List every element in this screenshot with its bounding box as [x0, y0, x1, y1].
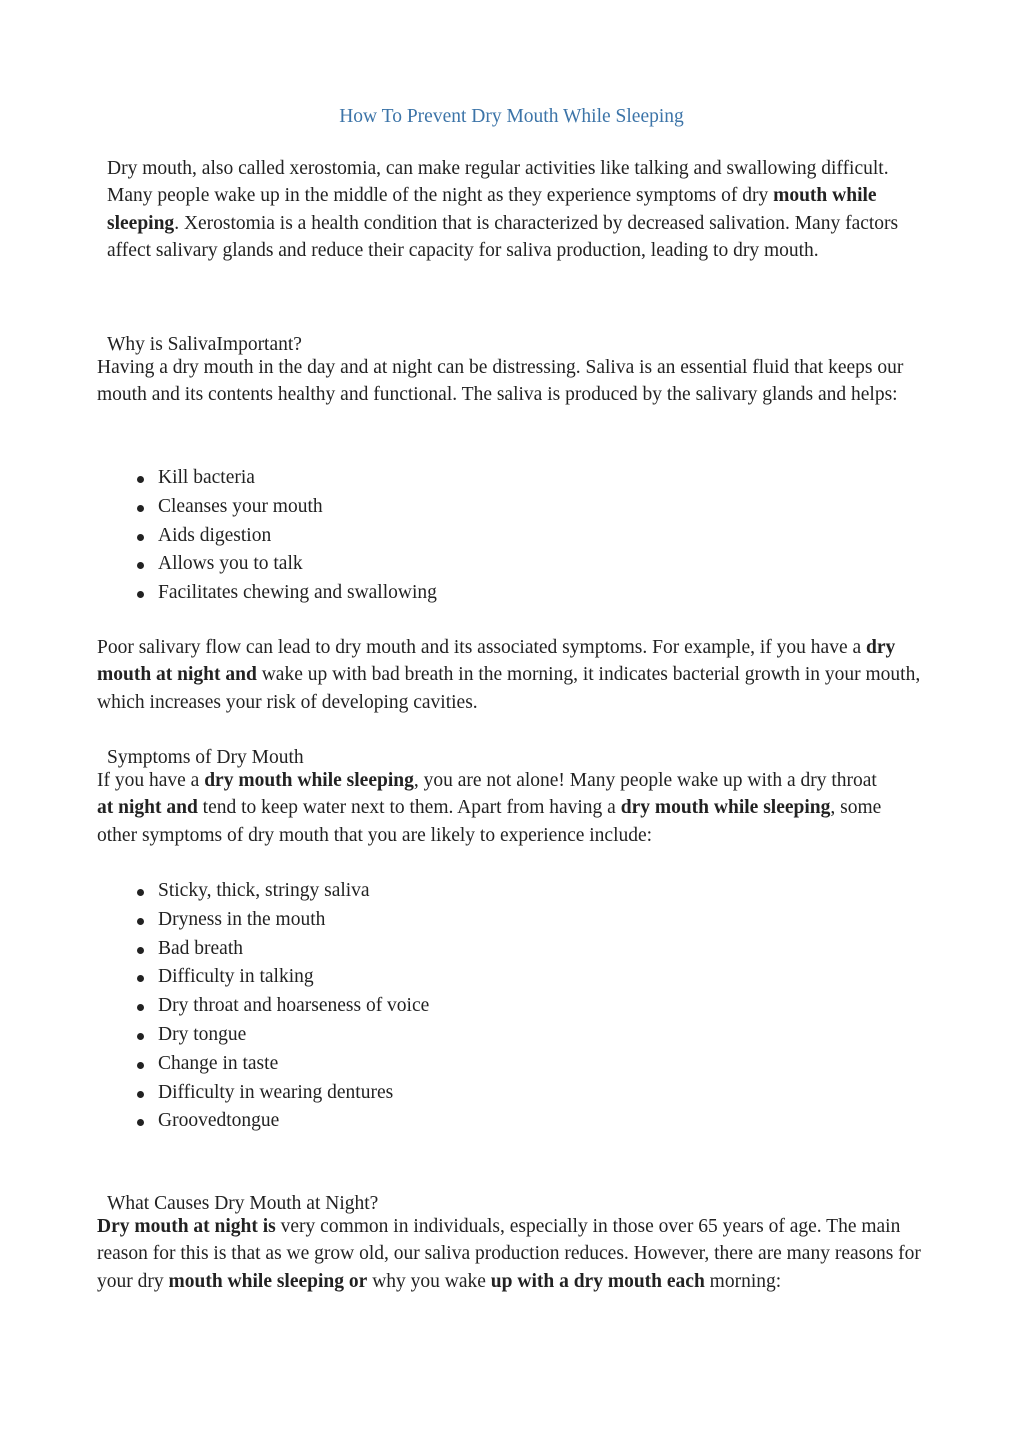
intro-text-1: Dry mouth, also called xerostomia, can make regular activities like talking and swallowing difficult. Many people wake up in the middle of the night as they experience symptoms of dry: [107, 158, 889, 207]
intro-paragraph: [107, 155, 907, 264]
symptoms-text-4: , some other symptoms of dry mouth that you are likely to experience include:: [97, 797, 882, 846]
list-item: [137, 464, 437, 493]
list-item-text: Groovedtongue: [158, 1110, 280, 1132]
list-item: [137, 1021, 429, 1050]
section-heading-saliva: Why is SalivaImportant?: [107, 334, 302, 355]
symptoms-bold-1: dry mouth while sleeping: [204, 770, 414, 791]
causes-text-2: why you wake: [367, 1270, 491, 1292]
list-item: [137, 906, 429, 935]
poor-bold-1: dry mouth at night and: [97, 637, 896, 686]
list-item: [137, 877, 429, 906]
poor-text-1: Poor salivary flow can lead to dry mouth and its associated symptoms. For example, if you have a: [97, 637, 867, 658]
poor-text-2: wake up with bad breath in the morning, it indicates bacterial growth in your mouth, which increases your risk of developing cavities.: [97, 664, 921, 713]
list-item-text: Sticky, thick, stringy saliva: [158, 880, 370, 901]
symptoms-list: [137, 877, 429, 1136]
intro-text-2: . Xerostomia is a health condition that is characterized by decreased salivation. Many factors affect salivary glands and reduce their capacity for saliva production, leading to dry mouth.: [107, 212, 899, 261]
bullet-icon: [137, 1062, 144, 1069]
symptoms-bold-2: at night and: [97, 797, 198, 819]
list-item: [137, 493, 437, 522]
poor-flow-paragraph: [97, 634, 927, 716]
list-item-text: Bad breath: [158, 937, 244, 959]
bullet-icon: [137, 918, 144, 925]
symptoms-text-3: tend to keep water next to them. Apart from having a: [197, 797, 621, 819]
bullet-icon: [137, 947, 144, 954]
list-item: [137, 1079, 429, 1108]
causes-text-3: morning:: [704, 1270, 782, 1292]
list-item-text: Dry throat and hoarseness of voice: [158, 995, 430, 1017]
intro-bold-1: mouth while sleeping: [107, 185, 877, 234]
section-heading-symptoms: Symptoms of Dry Mouth: [107, 747, 304, 768]
causes-bold-2: mouth while sleeping or: [168, 1270, 368, 1292]
list-item: [137, 522, 437, 551]
list-item: [137, 550, 437, 579]
bullet-icon: [137, 1091, 144, 1098]
list-item: [137, 579, 437, 608]
list-item-text: Difficulty in wearing dentures: [158, 1081, 394, 1103]
list-item-text: Cleanses your mouth: [158, 495, 323, 517]
list-item-text: Kill bacteria: [158, 467, 255, 488]
bullet-icon: [137, 1033, 144, 1040]
list-item-text: Allows you to talk: [158, 553, 303, 575]
list-item-text: Dry tongue: [158, 1023, 247, 1045]
saliva-paragraph: Having a dry mouth in the day and at night can be distressing. Saliva is an essential fluid that keeps our mouth and its contents healthy and functional. The saliva is produced by the salivary glands and helps:: [97, 357, 904, 406]
bullet-icon: [137, 505, 144, 512]
list-item-text: Facilitates chewing and swallowing: [158, 582, 437, 604]
bullet-icon: [137, 534, 144, 541]
symptoms-text-1: If you have a: [97, 770, 205, 791]
bullet-icon: [137, 591, 144, 598]
bullet-icon: [137, 562, 144, 569]
bullet-icon: [137, 889, 144, 896]
causes-bold-3: up with a dry mouth each: [490, 1270, 705, 1292]
list-item: [137, 963, 429, 992]
list-item: [137, 1050, 429, 1079]
list-item-text: Change in taste: [158, 1052, 279, 1074]
symptoms-paragraph: [97, 767, 897, 849]
bullet-icon: [137, 1004, 144, 1011]
saliva-benefits-list: [137, 464, 437, 608]
causes-bold-1: Dry mouth at night is: [97, 1216, 276, 1237]
causes-paragraph: [97, 1213, 937, 1295]
list-item-text: Difficulty in talking: [158, 966, 314, 988]
bullet-icon: [137, 476, 144, 483]
list-item: [137, 935, 429, 964]
list-item-text: Aids digestion: [158, 524, 272, 546]
symptoms-bold-3: dry mouth while sleeping: [620, 797, 831, 819]
causes-text-1: very common in individuals, especially in those over 65 years of age. The main reason for this is that as we grow old, our saliva production reduces. However, there are many reasons for your dry: [97, 1216, 921, 1292]
bullet-icon: [137, 975, 144, 982]
symptoms-text-2: , you are not alone! Many people wake up with a dry throat: [413, 770, 877, 791]
list-item: [137, 1107, 429, 1136]
section-heading-causes: What Causes Dry Mouth at Night?: [107, 1193, 379, 1214]
list-item-text: Dryness in the mouth: [158, 908, 326, 930]
bullet-icon: [137, 1119, 144, 1126]
list-item: [137, 992, 429, 1021]
document-title: How To Prevent Dry Mouth While Sleeping: [339, 106, 684, 127]
